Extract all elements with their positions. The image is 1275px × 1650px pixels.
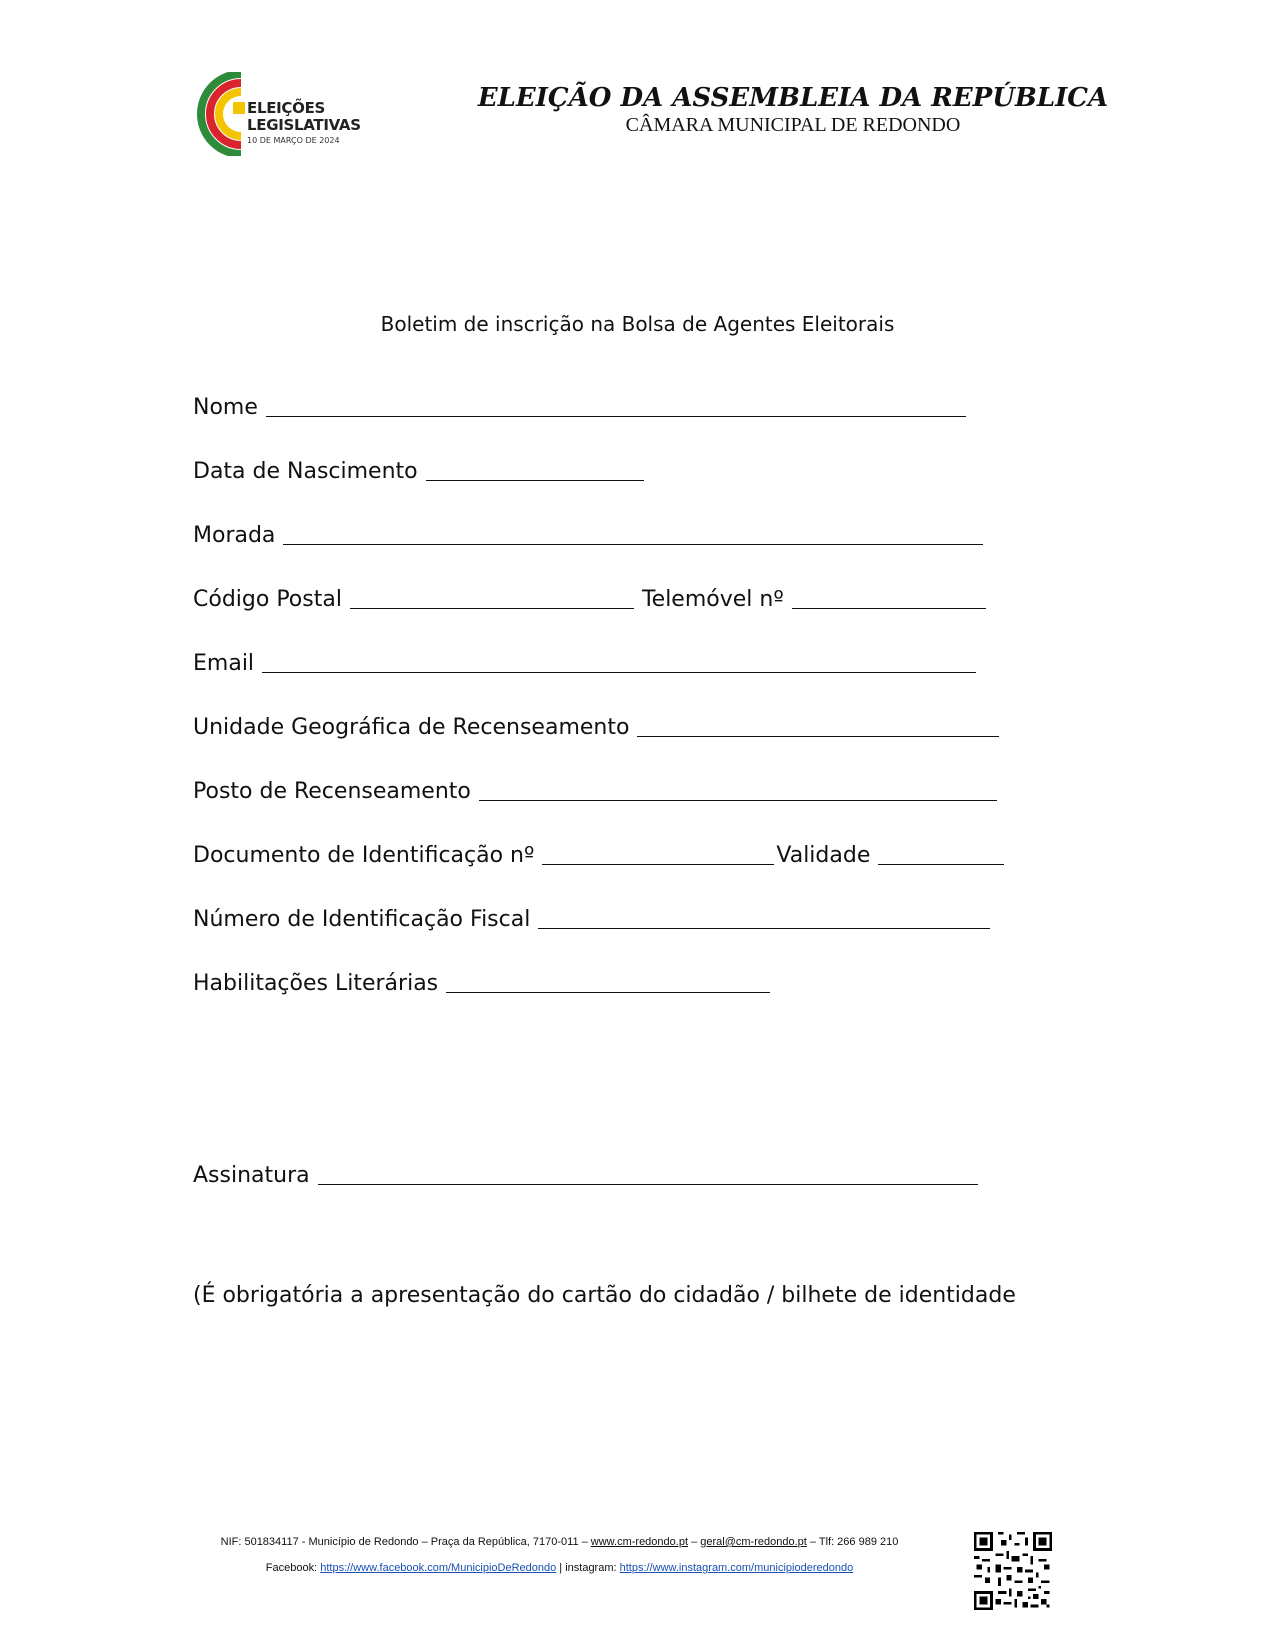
- footer-separator: –: [688, 1536, 701, 1548]
- field-morada: [193, 522, 983, 548]
- field-email: [193, 650, 976, 676]
- logo-text: [247, 100, 361, 145]
- logo-line1: ELEIÇÕES: [247, 99, 326, 117]
- field-documento-identificacao: [193, 842, 1004, 868]
- field-posto-recenseamento: [193, 778, 997, 804]
- field-codigo-postal: [193, 586, 986, 612]
- fill-line-email[interactable]: [262, 650, 976, 673]
- field-label-data-nascimento: Data de Nascimento: [193, 459, 418, 484]
- fill-line-nif[interactable]: [538, 906, 990, 929]
- fill-line-codigo-postal[interactable]: [350, 586, 634, 609]
- field-unidade-geografica: [193, 714, 999, 740]
- fill-line-documento-identificacao[interactable]: [542, 842, 774, 865]
- header-subtitle: CÂMARA MUNICIPAL DE REDONDO: [625, 114, 961, 136]
- field-label-assinatura: Assinatura: [193, 1163, 310, 1188]
- election-logo: [195, 72, 365, 156]
- fill-line-data-nascimento[interactable]: [426, 458, 644, 481]
- form-title: Boletim de inscrição na Bolsa de Agentes Eleitorais: [380, 312, 895, 336]
- document-header: [473, 82, 1113, 136]
- qr-code-icon: [974, 1532, 1052, 1610]
- footer-facebook-label: Facebook:: [265, 1562, 321, 1574]
- field-label-validade: Validade: [776, 843, 871, 868]
- fill-line-posto-recenseamento[interactable]: [479, 778, 997, 801]
- election-logo-emblem: [195, 72, 247, 156]
- field-label-nome: Nome: [193, 395, 258, 420]
- fill-line-habilitacoes[interactable]: [446, 970, 770, 993]
- footer-nif-address: NIF: 501834117 - Município de Redondo – Praça da República, 7170-011 –: [220, 1536, 591, 1548]
- fill-line-assinatura[interactable]: [318, 1162, 978, 1185]
- field-label-posto-recenseamento: Posto de Recenseamento: [193, 779, 471, 804]
- fill-line-nome[interactable]: [266, 394, 966, 417]
- field-nome: [193, 394, 966, 420]
- footer-instagram-link[interactable]: https://www.instagram.com/municipioderedondo: [619, 1562, 854, 1574]
- footer-phone: – Tlf: 266 989 210: [806, 1536, 899, 1548]
- field-label-telemovel: Telemóvel nº: [641, 587, 784, 612]
- field-label-unidade-geografica: Unidade Geográfica de Recenseamento: [193, 715, 630, 740]
- field-label-email: Email: [193, 651, 255, 676]
- footer-instagram-label: | instagram:: [556, 1562, 620, 1574]
- footer-facebook-link[interactable]: https://www.facebook.com/MunicipioDeRedondo: [320, 1562, 557, 1574]
- header-title: ELEIÇÃO DA ASSEMBLEIA DA REPÚBLICA: [477, 83, 1109, 113]
- fill-line-unidade-geografica[interactable]: [637, 714, 999, 737]
- footer-website-link[interactable]: www.cm-redondo.pt: [590, 1536, 689, 1548]
- logo-line2: LEGISLATIVAS: [247, 116, 361, 134]
- fill-line-telemovel[interactable]: [792, 586, 986, 609]
- field-assinatura: [193, 1162, 978, 1188]
- mandatory-document-note: (É obrigatória a apresentação do cartão do cidadão / bilhete de identidade: [193, 1283, 1016, 1308]
- field-label-habilitacoes: Habilitações Literárias: [193, 971, 439, 996]
- footer-email-link[interactable]: geral@cm-redondo.pt: [700, 1536, 807, 1548]
- field-nif: [193, 906, 990, 932]
- fill-line-validade[interactable]: [878, 842, 1004, 865]
- fill-line-morada[interactable]: [283, 522, 983, 545]
- field-label-codigo-postal: Código Postal: [193, 587, 342, 612]
- logo-date: 10 DE MARÇO DE 2024: [247, 136, 340, 145]
- field-label-morada: Morada: [193, 523, 276, 548]
- field-label-documento-identificacao: Documento de Identificação nº: [193, 843, 535, 868]
- field-label-nif: Número de Identificação Fiscal: [193, 907, 531, 932]
- field-habilitacoes: [193, 970, 770, 996]
- field-data-nascimento: [193, 458, 644, 484]
